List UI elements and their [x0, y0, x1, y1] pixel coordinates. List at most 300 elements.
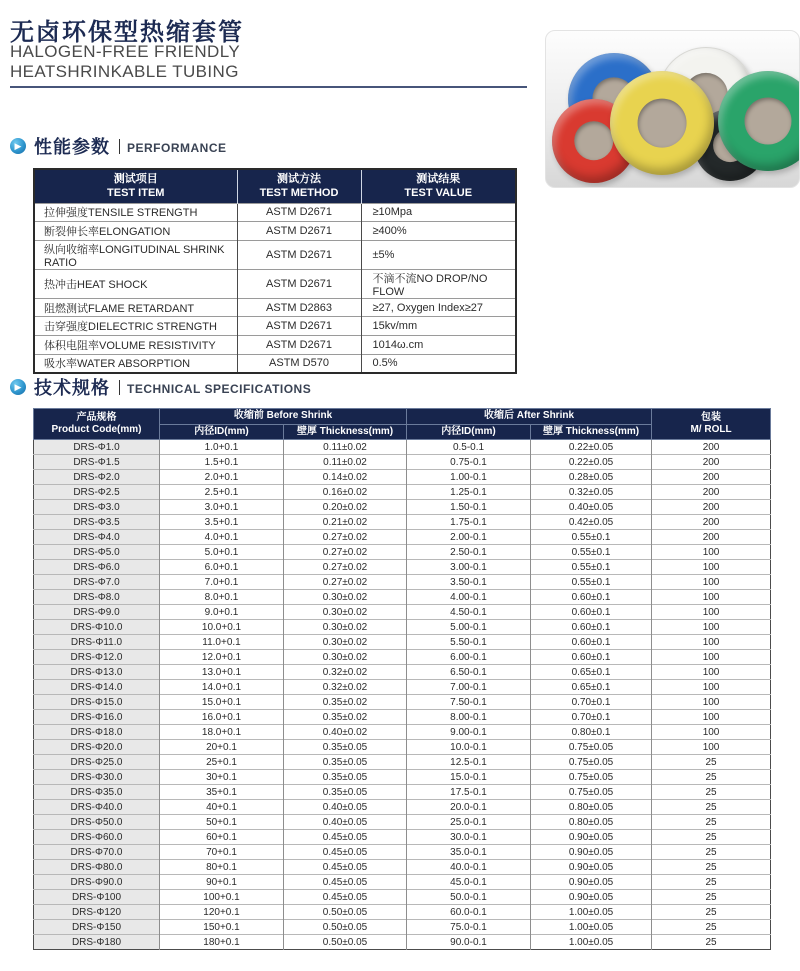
- cell: 15.0-0.1: [407, 770, 531, 785]
- table-row: [34, 620, 771, 635]
- cell: ASTM D2671: [237, 335, 361, 354]
- table-row: [34, 222, 516, 241]
- cell: ASTM D2671: [237, 317, 361, 336]
- cell: 100: [652, 650, 771, 665]
- table-row: [34, 269, 516, 298]
- col-header-packing: [652, 409, 771, 440]
- cell: DRS-Φ12.0: [34, 650, 160, 665]
- cell: 25: [652, 905, 771, 920]
- cell: 1.5+0.1: [160, 455, 284, 470]
- table-row: [34, 515, 771, 530]
- cell: 0.50±0.05: [284, 920, 407, 935]
- cell: 60+0.1: [160, 830, 284, 845]
- cell: DRS-Φ90.0: [34, 875, 160, 890]
- cell: 0.75±0.05: [531, 785, 652, 800]
- cell: 3.5+0.1: [160, 515, 284, 530]
- cell: DRS-Φ30.0: [34, 770, 160, 785]
- cell: 0.5%: [361, 354, 516, 373]
- cell: DRS-Φ14.0: [34, 680, 160, 695]
- cell: DRS-Φ70.0: [34, 845, 160, 860]
- cell: DRS-Φ50.0: [34, 815, 160, 830]
- table-row: [34, 635, 771, 650]
- cell: 击穿强度DIELECTRIC STRENGTH: [34, 317, 237, 336]
- col-header-thickness-after: 壁厚 Thickness(mm): [531, 424, 652, 440]
- cell: ±5%: [361, 240, 516, 269]
- cell: 0.55±0.1: [531, 545, 652, 560]
- cell: 0.60±0.1: [531, 590, 652, 605]
- table-row: [34, 875, 771, 890]
- cell: 1.0+0.1: [160, 440, 284, 455]
- cell: 0.90±0.05: [531, 830, 652, 845]
- table-row: [34, 710, 771, 725]
- cell: 0.27±0.02: [284, 560, 407, 575]
- table-row: [34, 455, 771, 470]
- table-row: [34, 740, 771, 755]
- cell: 0.16±0.02: [284, 485, 407, 500]
- cell: 0.90±0.05: [531, 845, 652, 860]
- cell: DRS-Φ15.0: [34, 695, 160, 710]
- cell: 1.00±0.05: [531, 935, 652, 950]
- cell: 0.55±0.1: [531, 560, 652, 575]
- cell: 0.30±0.02: [284, 605, 407, 620]
- cell: 0.32±0.05: [531, 485, 652, 500]
- cell: 0.75±0.05: [531, 755, 652, 770]
- specifications-table-body: [34, 440, 771, 950]
- cell: DRS-Φ10.0: [34, 620, 160, 635]
- header-en: TEST METHOD: [259, 187, 339, 200]
- table-row: [34, 317, 516, 336]
- table-row: [34, 298, 516, 317]
- cell: 60.0-0.1: [407, 905, 531, 920]
- cell: 100: [652, 740, 771, 755]
- heading-divider: [119, 380, 120, 395]
- cell: 0.65±0.1: [531, 680, 652, 695]
- cell: 0.75-0.1: [407, 455, 531, 470]
- table-row: [34, 485, 771, 500]
- cell: 10.0-0.1: [407, 740, 531, 755]
- product-photo: [545, 30, 800, 188]
- cell: 100+0.1: [160, 890, 284, 905]
- performance-heading-cn: 性能参数: [34, 137, 110, 157]
- cell: ASTM D570: [237, 354, 361, 373]
- cell: 0.50±0.05: [284, 935, 407, 950]
- cell: DRS-Φ16.0: [34, 710, 160, 725]
- cell: 0.11±0.02: [284, 455, 407, 470]
- cell: 2.00-0.1: [407, 530, 531, 545]
- cell: 1.50-0.1: [407, 500, 531, 515]
- cell: 100: [652, 560, 771, 575]
- table-row: [34, 470, 771, 485]
- cell: 200: [652, 470, 771, 485]
- cell: 200: [652, 485, 771, 500]
- header-cn: 测试方法: [277, 173, 321, 185]
- cell: DRS-Φ180: [34, 935, 160, 950]
- cell: 6.50-0.1: [407, 665, 531, 680]
- cell: 200: [652, 440, 771, 455]
- cell: 拉伸强度TENSILE STRENGTH: [34, 203, 237, 222]
- table-row: [34, 800, 771, 815]
- cell: 25.0-0.1: [407, 815, 531, 830]
- cell: 体积电阻率VOLUME RESISTIVITY: [34, 335, 237, 354]
- cell: 20.0-0.1: [407, 800, 531, 815]
- cell: DRS-Φ40.0: [34, 800, 160, 815]
- cell: 100: [652, 695, 771, 710]
- cell: 25: [652, 890, 771, 905]
- cell: 0.42±0.05: [531, 515, 652, 530]
- arrow-right-icon: ▶: [10, 138, 26, 154]
- cell: 25: [652, 860, 771, 875]
- specifications-table: [33, 408, 771, 950]
- cell: DRS-Φ5.0: [34, 545, 160, 560]
- cell: 30.0-0.1: [407, 830, 531, 845]
- cell: 1.00-0.1: [407, 470, 531, 485]
- cell: 0.60±0.1: [531, 635, 652, 650]
- cell: 0.35±0.05: [284, 785, 407, 800]
- cell: DRS-Φ13.0: [34, 665, 160, 680]
- cell: 7.50-0.1: [407, 695, 531, 710]
- header-cn: 测试项目: [113, 173, 158, 185]
- cell: ASTM D2863: [237, 298, 361, 317]
- table-row: [34, 680, 771, 695]
- tubing-roll-yellow: [610, 71, 714, 175]
- cell: 13.0+0.1: [160, 665, 284, 680]
- cell: 0.27±0.02: [284, 545, 407, 560]
- cell: 0.50±0.05: [284, 905, 407, 920]
- cell: 4.00-0.1: [407, 590, 531, 605]
- cell: 30+0.1: [160, 770, 284, 785]
- cell: 0.30±0.02: [284, 620, 407, 635]
- table-row: [34, 605, 771, 620]
- cell: 0.55±0.1: [531, 530, 652, 545]
- cell: DRS-Φ9.0: [34, 605, 160, 620]
- cell: DRS-Φ2.5: [34, 485, 160, 500]
- cell: 2.5+0.1: [160, 485, 284, 500]
- cell: 100: [652, 635, 771, 650]
- cell: DRS-Φ1.5: [34, 455, 160, 470]
- cell: 12.5-0.1: [407, 755, 531, 770]
- cell: 7.0+0.1: [160, 575, 284, 590]
- cell: 25: [652, 755, 771, 770]
- cell: 5.00-0.1: [407, 620, 531, 635]
- cell: 11.0+0.1: [160, 635, 284, 650]
- cell: ≥27, Oxygen Index≥27: [361, 298, 516, 317]
- roll-core: [638, 99, 687, 148]
- cell: 0.90±0.05: [531, 875, 652, 890]
- cell: 0.40±0.05: [531, 500, 652, 515]
- cell: 90.0-0.1: [407, 935, 531, 950]
- table-row: [34, 354, 516, 373]
- cell: 0.55±0.1: [531, 575, 652, 590]
- cell: 4.0+0.1: [160, 530, 284, 545]
- cell: 25: [652, 815, 771, 830]
- cell: 0.60±0.1: [531, 650, 652, 665]
- header-en: TEST VALUE: [404, 187, 473, 200]
- cell: DRS-Φ4.0: [34, 530, 160, 545]
- roll-core: [574, 121, 613, 160]
- table-row: [34, 500, 771, 515]
- cell: 3.00-0.1: [407, 560, 531, 575]
- table-row: [34, 890, 771, 905]
- cell: 0.45±0.05: [284, 890, 407, 905]
- cell: 0.35±0.05: [284, 755, 407, 770]
- cell: 0.60±0.1: [531, 620, 652, 635]
- cell: 8.00-0.1: [407, 710, 531, 725]
- cell: DRS-Φ25.0: [34, 755, 160, 770]
- col-header-product-code: [34, 409, 160, 440]
- cell: DRS-Φ1.0: [34, 440, 160, 455]
- cell: DRS-Φ20.0: [34, 740, 160, 755]
- cell: 0.45±0.05: [284, 830, 407, 845]
- page-subtitle: [10, 42, 240, 82]
- header-en: TEST ITEM: [107, 187, 165, 200]
- cell: 1.00±0.05: [531, 905, 652, 920]
- cell: 0.14±0.02: [284, 470, 407, 485]
- cell: 0.45±0.05: [284, 875, 407, 890]
- subtitle-line-2: HEATSHRINKABLE TUBING: [10, 62, 239, 81]
- col-header-test-item: [34, 169, 237, 203]
- cell: 35+0.1: [160, 785, 284, 800]
- table-row: [34, 335, 516, 354]
- table-row: [34, 815, 771, 830]
- col-header-id-before: 内径ID(mm): [160, 424, 284, 440]
- cell: 6.0+0.1: [160, 560, 284, 575]
- cell: DRS-Φ60.0: [34, 830, 160, 845]
- cell: 100: [652, 710, 771, 725]
- cell: 5.50-0.1: [407, 635, 531, 650]
- cell: 1.00±0.05: [531, 920, 652, 935]
- cell: 25: [652, 800, 771, 815]
- cell: 200: [652, 500, 771, 515]
- cell: ASTM D2671: [237, 240, 361, 269]
- header-cn: 包装: [701, 411, 722, 423]
- specifications-heading-en: TECHNICAL SPECIFICATIONS: [127, 381, 312, 396]
- cell: 2.0+0.1: [160, 470, 284, 485]
- cell: ASTM D2671: [237, 222, 361, 241]
- cell: 5.0+0.1: [160, 545, 284, 560]
- cell: 0.35±0.02: [284, 695, 407, 710]
- performance-table-body: [34, 203, 516, 373]
- cell: 45.0-0.1: [407, 875, 531, 890]
- cell: DRS-Φ7.0: [34, 575, 160, 590]
- table-row: [34, 845, 771, 860]
- header-cn: 产品规格: [76, 411, 117, 423]
- header-divider: [10, 86, 527, 88]
- subtitle-line-1: HALOGEN-FREE FRIENDLY: [10, 42, 241, 61]
- cell: ASTM D2671: [237, 269, 361, 298]
- cell: 75.0-0.1: [407, 920, 531, 935]
- cell: 0.32±0.02: [284, 665, 407, 680]
- cell: 25: [652, 770, 771, 785]
- performance-heading-en: PERFORMANCE: [127, 140, 227, 155]
- cell: 0.40±0.05: [284, 815, 407, 830]
- header-en: M/ ROLL: [690, 424, 732, 435]
- table-row: [34, 755, 771, 770]
- cell: 纵向收缩率LONGITUDINAL SHRINK RATIO: [34, 240, 237, 269]
- cell: 0.70±0.1: [531, 710, 652, 725]
- cell: 1014ω.cm: [361, 335, 516, 354]
- cell: 0.30±0.02: [284, 635, 407, 650]
- cell: 2.50-0.1: [407, 545, 531, 560]
- cell: 12.0+0.1: [160, 650, 284, 665]
- cell: 200: [652, 455, 771, 470]
- table-row: [34, 920, 771, 935]
- cell: DRS-Φ100: [34, 890, 160, 905]
- cell: 80+0.1: [160, 860, 284, 875]
- cell: 6.00-0.1: [407, 650, 531, 665]
- cell: DRS-Φ80.0: [34, 860, 160, 875]
- cell: 热冲击HEAT SHOCK: [34, 269, 237, 298]
- cell: 0.70±0.1: [531, 695, 652, 710]
- cell: DRS-Φ150: [34, 920, 160, 935]
- cell: DRS-Φ3.0: [34, 500, 160, 515]
- cell: 0.80±0.05: [531, 800, 652, 815]
- cell: 0.40±0.02: [284, 725, 407, 740]
- cell: 40.0-0.1: [407, 860, 531, 875]
- table-row: [34, 860, 771, 875]
- cell: 40+0.1: [160, 800, 284, 815]
- table-row: [34, 830, 771, 845]
- cell: 1.75-0.1: [407, 515, 531, 530]
- cell: ≥400%: [361, 222, 516, 241]
- cell: 25+0.1: [160, 755, 284, 770]
- table-row: [34, 725, 771, 740]
- cell: 0.65±0.1: [531, 665, 652, 680]
- cell: 180+0.1: [160, 935, 284, 950]
- cell: 断裂伸长率ELONGATION: [34, 222, 237, 241]
- table-row: [34, 905, 771, 920]
- cell: 7.00-0.1: [407, 680, 531, 695]
- cell: 0.90±0.05: [531, 890, 652, 905]
- cell: 4.50-0.1: [407, 605, 531, 620]
- cell: 120+0.1: [160, 905, 284, 920]
- table-row: [34, 575, 771, 590]
- cell: DRS-Φ35.0: [34, 785, 160, 800]
- cell: 25: [652, 830, 771, 845]
- cell: 0.90±0.05: [531, 860, 652, 875]
- cell: 25: [652, 935, 771, 950]
- cell: 0.60±0.1: [531, 605, 652, 620]
- table-row: [34, 203, 516, 222]
- table-row: [34, 530, 771, 545]
- cell: DRS-Φ8.0: [34, 590, 160, 605]
- cell: 不滴不流NO DROP/NO FLOW: [361, 269, 516, 298]
- cell: 50+0.1: [160, 815, 284, 830]
- cell: DRS-Φ6.0: [34, 560, 160, 575]
- cell: 200: [652, 530, 771, 545]
- cell: 0.21±0.02: [284, 515, 407, 530]
- cell: 0.80±0.1: [531, 725, 652, 740]
- cell: 阻燃测试FLAME RETARDANT: [34, 298, 237, 317]
- cell: 3.0+0.1: [160, 500, 284, 515]
- cell: 15kv/mm: [361, 317, 516, 336]
- table-row: [34, 440, 771, 455]
- cell: 0.75±0.05: [531, 770, 652, 785]
- col-header-test-value: [361, 169, 516, 203]
- cell: 25: [652, 875, 771, 890]
- table-row: [34, 240, 516, 269]
- specifications-table-header: [34, 409, 771, 440]
- header-cn: 测试结果: [416, 173, 461, 185]
- cell: 0.30±0.02: [284, 590, 407, 605]
- cell: 100: [652, 680, 771, 695]
- cell: 0.30±0.02: [284, 650, 407, 665]
- col-header-id-after: 内径ID(mm): [407, 424, 531, 440]
- cell: 9.00-0.1: [407, 725, 531, 740]
- col-header-thickness-before: 壁厚 Thickness(mm): [284, 424, 407, 440]
- table-row: [34, 665, 771, 680]
- cell: 0.5-0.1: [407, 440, 531, 455]
- cell: 8.0+0.1: [160, 590, 284, 605]
- col-group-before-shrink: 收缩前 Before Shrink: [160, 409, 407, 425]
- cell: 35.0-0.1: [407, 845, 531, 860]
- performance-table: [33, 168, 517, 374]
- cell: DRS-Φ11.0: [34, 635, 160, 650]
- table-row: [34, 560, 771, 575]
- header-en: Product Code(mm): [51, 424, 142, 435]
- table-row: [34, 545, 771, 560]
- table-row: [34, 650, 771, 665]
- cell: 0.22±0.05: [531, 455, 652, 470]
- cell: 0.75±0.05: [531, 740, 652, 755]
- table-row: [34, 695, 771, 710]
- cell: 100: [652, 590, 771, 605]
- cell: 0.35±0.02: [284, 710, 407, 725]
- cell: 50.0-0.1: [407, 890, 531, 905]
- cell: 70+0.1: [160, 845, 284, 860]
- cell: 14.0+0.1: [160, 680, 284, 695]
- cell: 100: [652, 665, 771, 680]
- cell: 3.50-0.1: [407, 575, 531, 590]
- cell: 1.25-0.1: [407, 485, 531, 500]
- cell: 0.27±0.02: [284, 575, 407, 590]
- cell: 16.0+0.1: [160, 710, 284, 725]
- cell: 25: [652, 845, 771, 860]
- roll-core: [745, 98, 792, 145]
- cell: 100: [652, 545, 771, 560]
- cell: DRS-Φ18.0: [34, 725, 160, 740]
- cell: 0.28±0.05: [531, 470, 652, 485]
- cell: 17.5-0.1: [407, 785, 531, 800]
- cell: 90+0.1: [160, 875, 284, 890]
- table-row: [34, 785, 771, 800]
- cell: 0.45±0.05: [284, 845, 407, 860]
- table-row: [34, 935, 771, 950]
- cell: 25: [652, 785, 771, 800]
- cell: 100: [652, 605, 771, 620]
- cell: 吸水率WATER ABSORPTION: [34, 354, 237, 373]
- cell: 100: [652, 620, 771, 635]
- cell: 0.40±0.05: [284, 800, 407, 815]
- col-group-after-shrink: 收缩后 After Shrink: [407, 409, 652, 425]
- cell: ≥10Mpa: [361, 203, 516, 222]
- cell: 0.80±0.05: [531, 815, 652, 830]
- cell: 0.35±0.05: [284, 740, 407, 755]
- arrow-right-icon: ▶: [10, 379, 26, 395]
- performance-table-header: [34, 169, 516, 203]
- table-row: [34, 770, 771, 785]
- cell: 18.0+0.1: [160, 725, 284, 740]
- cell: 150+0.1: [160, 920, 284, 935]
- cell: DRS-Φ2.0: [34, 470, 160, 485]
- cell: 0.11±0.02: [284, 440, 407, 455]
- page-title-chinese: 无卤环保型热缩套管: [10, 19, 244, 46]
- cell: 25: [652, 920, 771, 935]
- cell: 0.35±0.05: [284, 770, 407, 785]
- specifications-heading-cn: 技术规格: [34, 378, 110, 398]
- cell: 100: [652, 575, 771, 590]
- cell: 200: [652, 515, 771, 530]
- cell: 0.45±0.05: [284, 860, 407, 875]
